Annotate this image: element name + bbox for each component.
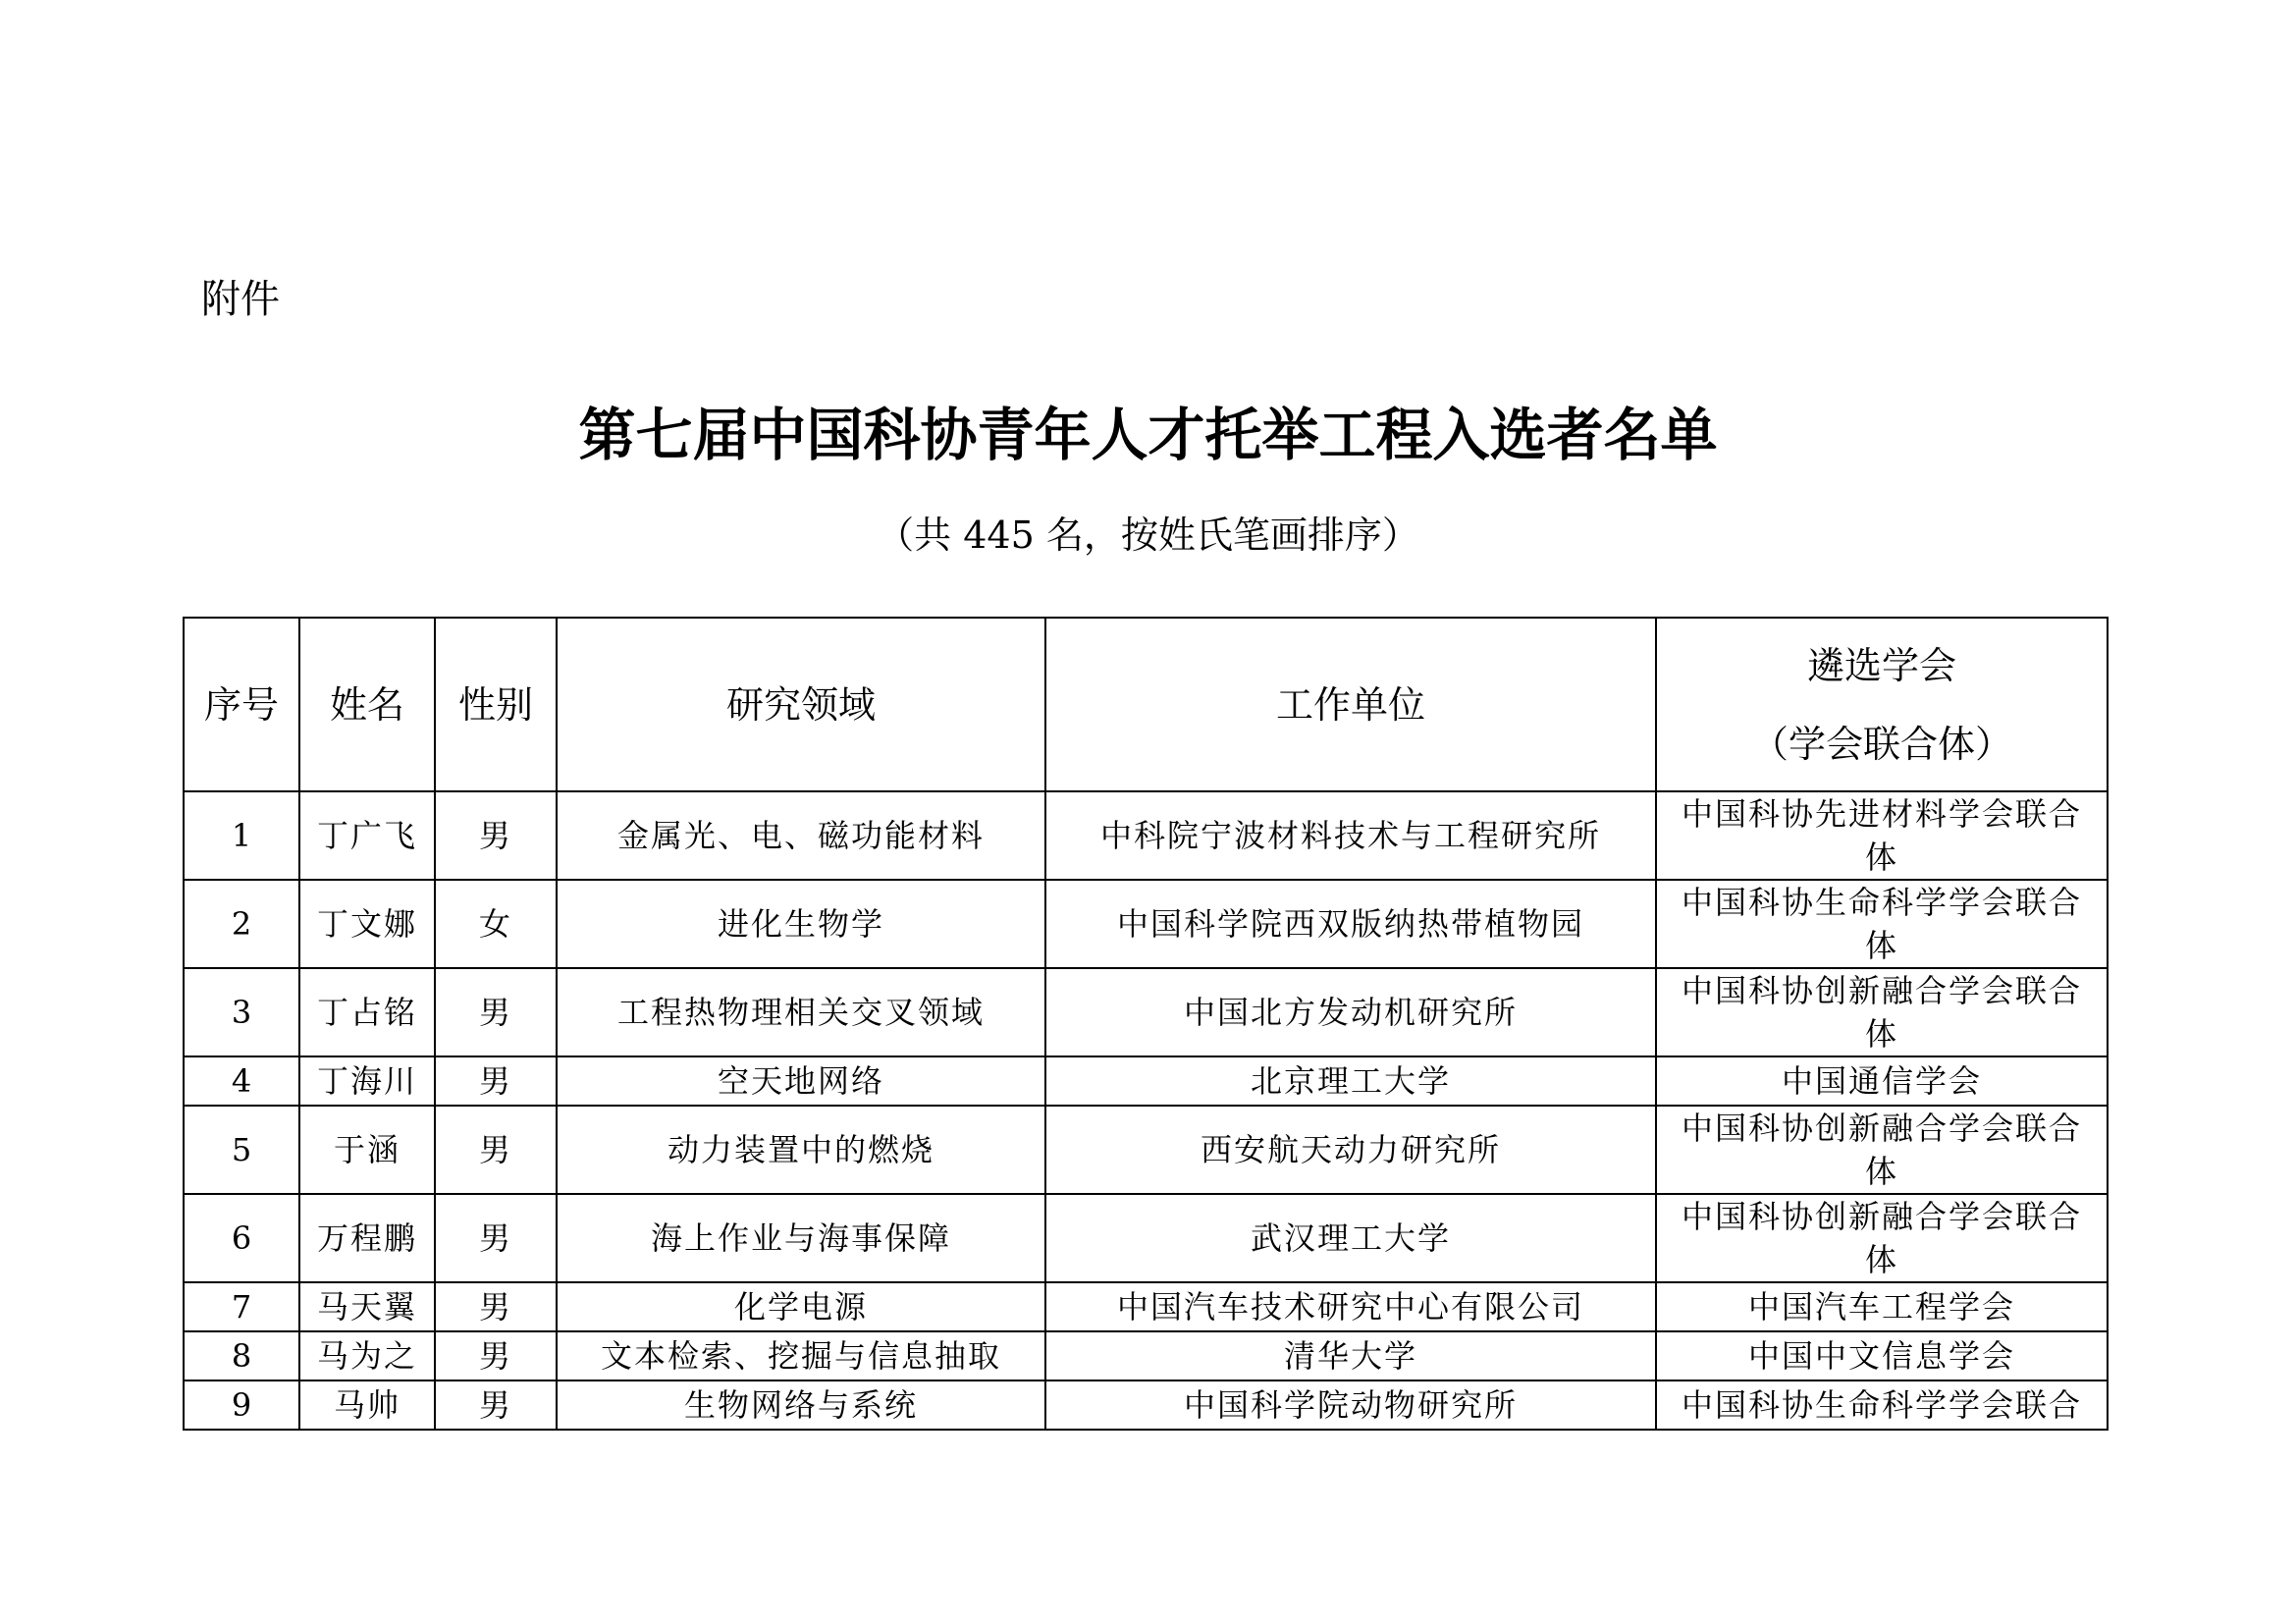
- table-row: [184, 1106, 2108, 1194]
- cell-employer: 中科院宁波材料技术与工程研究所: [1045, 791, 1656, 880]
- cell-field: 工程热物理相关交叉领域: [557, 968, 1045, 1056]
- table-row: [184, 791, 2108, 880]
- cell-name: 丁广飞: [299, 791, 435, 880]
- table-row: [184, 1194, 2108, 1282]
- cell-society: 中国科协创新融合学会联合体: [1656, 968, 2108, 1056]
- cell-field: 生物网络与系统: [557, 1380, 1045, 1430]
- table-header-row: [184, 618, 2108, 791]
- column-header-gender: 性别: [435, 618, 557, 791]
- cell-society: 中国通信学会: [1656, 1056, 2108, 1106]
- cell-gender: 男: [435, 968, 557, 1056]
- cell-employer: 中国科学院西双版纳热带植物园: [1045, 880, 1656, 968]
- cell-index: 9: [184, 1380, 299, 1430]
- cell-employer: 武汉理工大学: [1045, 1194, 1656, 1282]
- cell-employer: 中国科学院动物研究所: [1045, 1380, 1656, 1430]
- table-row: [184, 1380, 2108, 1430]
- table-row: [184, 880, 2108, 968]
- cell-society: 中国科协创新融合学会联合体: [1656, 1106, 2108, 1194]
- cell-society: 中国科协创新融合学会联合体: [1656, 1194, 2108, 1282]
- cell-gender: 女: [435, 880, 557, 968]
- cell-name: 马帅: [299, 1380, 435, 1430]
- cell-name: 丁海川: [299, 1056, 435, 1106]
- cell-gender: 男: [435, 1194, 557, 1282]
- cell-gender: 男: [435, 1331, 557, 1380]
- selectee-table: [183, 617, 2109, 1431]
- cell-name: 万程鹏: [299, 1194, 435, 1282]
- column-header-employer: 工作单位: [1045, 618, 1656, 791]
- column-header-name: 姓名: [299, 618, 435, 791]
- attachment-label: 附件: [201, 277, 280, 322]
- cell-field: 金属光、电、磁功能材料: [557, 791, 1045, 880]
- cell-employer: 清华大学: [1045, 1331, 1656, 1380]
- column-header-index: 序号: [184, 618, 299, 791]
- cell-field: 化学电源: [557, 1282, 1045, 1331]
- cell-index: 2: [184, 880, 299, 968]
- cell-name: 马天翼: [299, 1282, 435, 1331]
- column-header-society-line2: （学会联合体）: [1750, 722, 2012, 766]
- cell-society: 中国科协生命科学学会联合: [1656, 1380, 2108, 1430]
- cell-field: 文本检索、挖掘与信息抽取: [557, 1331, 1045, 1380]
- cell-society: 中国科协生命科学学会联合体: [1656, 880, 2108, 968]
- cell-name: 丁占铭: [299, 968, 435, 1056]
- document-title: 第七届中国科协青年人才托举工程入选者名单: [578, 402, 1718, 468]
- cell-index: 7: [184, 1282, 299, 1331]
- cell-gender: 男: [435, 1380, 557, 1430]
- cell-field: 动力装置中的燃烧: [557, 1106, 1045, 1194]
- cell-gender: 男: [435, 1106, 557, 1194]
- column-header-society: [1656, 618, 2108, 791]
- cell-field: 进化生物学: [557, 880, 1045, 968]
- cell-field: 海上作业与海事保障: [557, 1194, 1045, 1282]
- cell-index: 4: [184, 1056, 299, 1106]
- cell-employer: 中国北方发动机研究所: [1045, 968, 1656, 1056]
- cell-index: 1: [184, 791, 299, 880]
- cell-index: 3: [184, 968, 299, 1056]
- cell-society: 中国科协先进材料学会联合体: [1656, 791, 2108, 880]
- column-header-society-line1: 遴选学会: [1806, 643, 1956, 687]
- cell-field: 空天地网络: [557, 1056, 1045, 1106]
- cell-employer: 西安航天动力研究所: [1045, 1106, 1656, 1194]
- cell-gender: 男: [435, 1282, 557, 1331]
- column-header-field: 研究领域: [557, 618, 1045, 791]
- table-row: [184, 1331, 2108, 1380]
- table-row: [184, 968, 2108, 1056]
- cell-name: 马为之: [299, 1331, 435, 1380]
- cell-society: 中国中文信息学会: [1656, 1331, 2108, 1380]
- cell-index: 6: [184, 1194, 299, 1282]
- table-row: [184, 1282, 2108, 1331]
- cell-gender: 男: [435, 1056, 557, 1106]
- cell-index: 8: [184, 1331, 299, 1380]
- cell-gender: 男: [435, 791, 557, 880]
- table-row: [184, 1056, 2108, 1106]
- cell-index: 5: [184, 1106, 299, 1194]
- cell-name: 丁文娜: [299, 880, 435, 968]
- cell-society: 中国汽车工程学会: [1656, 1282, 2108, 1331]
- document-subtitle: （共 445 名，按姓氏笔画排序）: [877, 514, 1419, 557]
- cell-employer: 北京理工大学: [1045, 1056, 1656, 1106]
- cell-name: 于涵: [299, 1106, 435, 1194]
- cell-employer: 中国汽车技术研究中心有限公司: [1045, 1282, 1656, 1331]
